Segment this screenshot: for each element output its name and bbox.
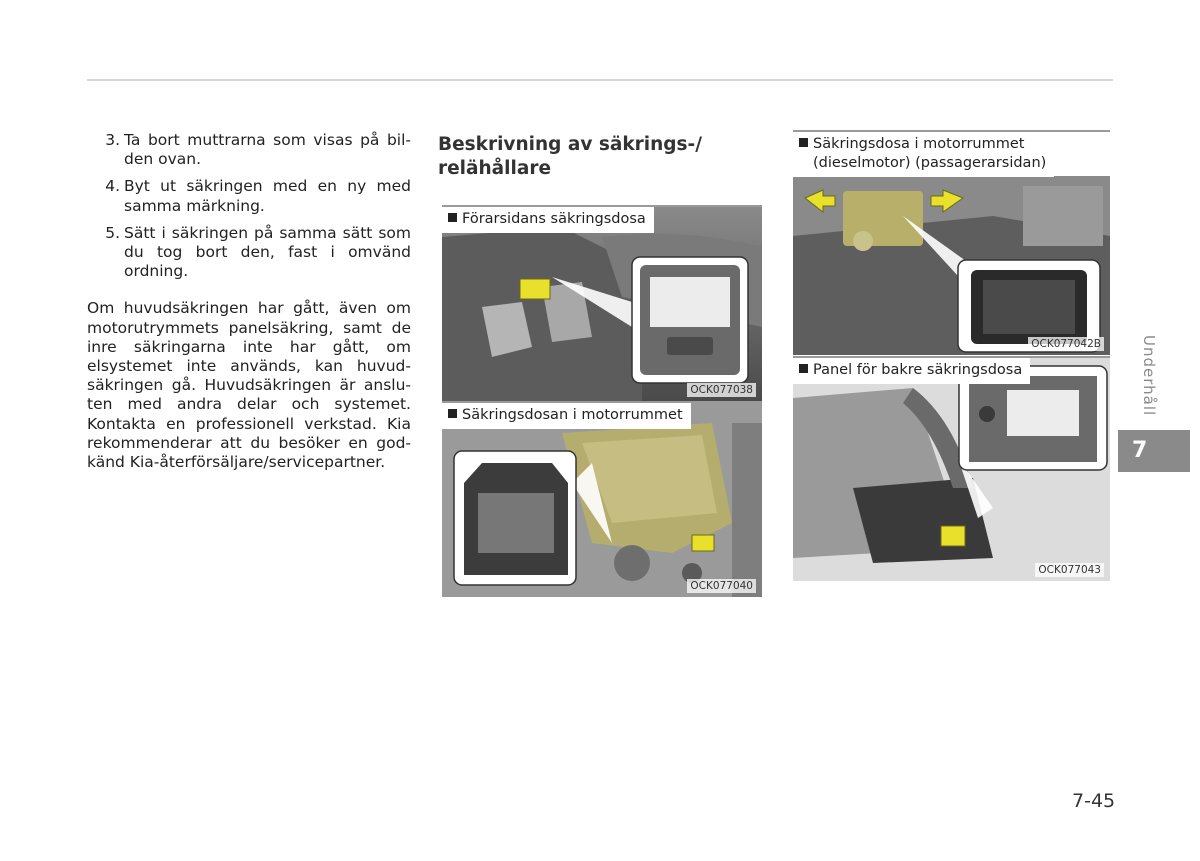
section-title-line: Beskrivning av säkrings-/ [438,134,702,155]
figure-code: OCK077038 [687,383,756,397]
figure-caption: Säkringsdosa i motorrummet (dieselmotor) (passagerarsidan) [793,132,1054,177]
top-rule [87,79,1113,81]
figure-diesel-fuse-box [793,130,1110,355]
chapter-tab: 7 [1118,430,1190,472]
page-number: 7-45 [1072,790,1116,812]
figure-code: OCK077040 [687,579,756,593]
step-number: 5. [105,223,120,242]
step-item [87,224,411,282]
figure-image [442,207,762,401]
figure-code: OCK077043 [1035,563,1104,577]
figure-rear-fuse-panel [793,356,1110,581]
chapter-side-label: Underhåll [1140,335,1158,417]
main-fuse-paragraph: Om huvudsäkringen har gått, även om motorutrymmets panelsäkring, samt de inre säkringarna inte har gått, om elsystemet inte används, kan huvud-säkringen gå. Huvudsäkringen är anslu-ten med andra delar och systemet. Kontakta en professionell verkstad. Kia rekommenderar att du besöker en god-känd Kia-återförsäljare/servicepartner. [87,299,411,472]
section-title [438,133,738,181]
step-number: 3. [105,131,120,149]
figure-image [442,403,762,597]
step-number: 4. [105,177,120,196]
figure-image [793,176,1110,355]
step-text: Ta bort muttrarna som visas på bil-den ovan. [124,131,411,169]
step-text: Byt ut säkringen med en ny med samma märkning. [124,177,411,215]
figure-code: OCK077042B [1028,337,1104,351]
figure-driver-fuse-box [442,205,762,401]
figure-engine-fuse-box [442,401,762,597]
step-text: Sätt i säkringen på samma sätt som du tog bort den, fast i omvänd ordning. [124,223,411,281]
step-item [87,177,411,215]
section-title-line: relähållare [438,158,551,179]
figure-image [793,358,1110,581]
figure-caption: Säkringsdosan i motorrummet [442,403,691,429]
step-item [87,131,411,169]
figure-caption: Förarsidans säkringsdosa [442,207,654,233]
instructions-column [87,131,411,472]
figure-caption: Panel för bakre säkringsdosa [793,358,1030,384]
